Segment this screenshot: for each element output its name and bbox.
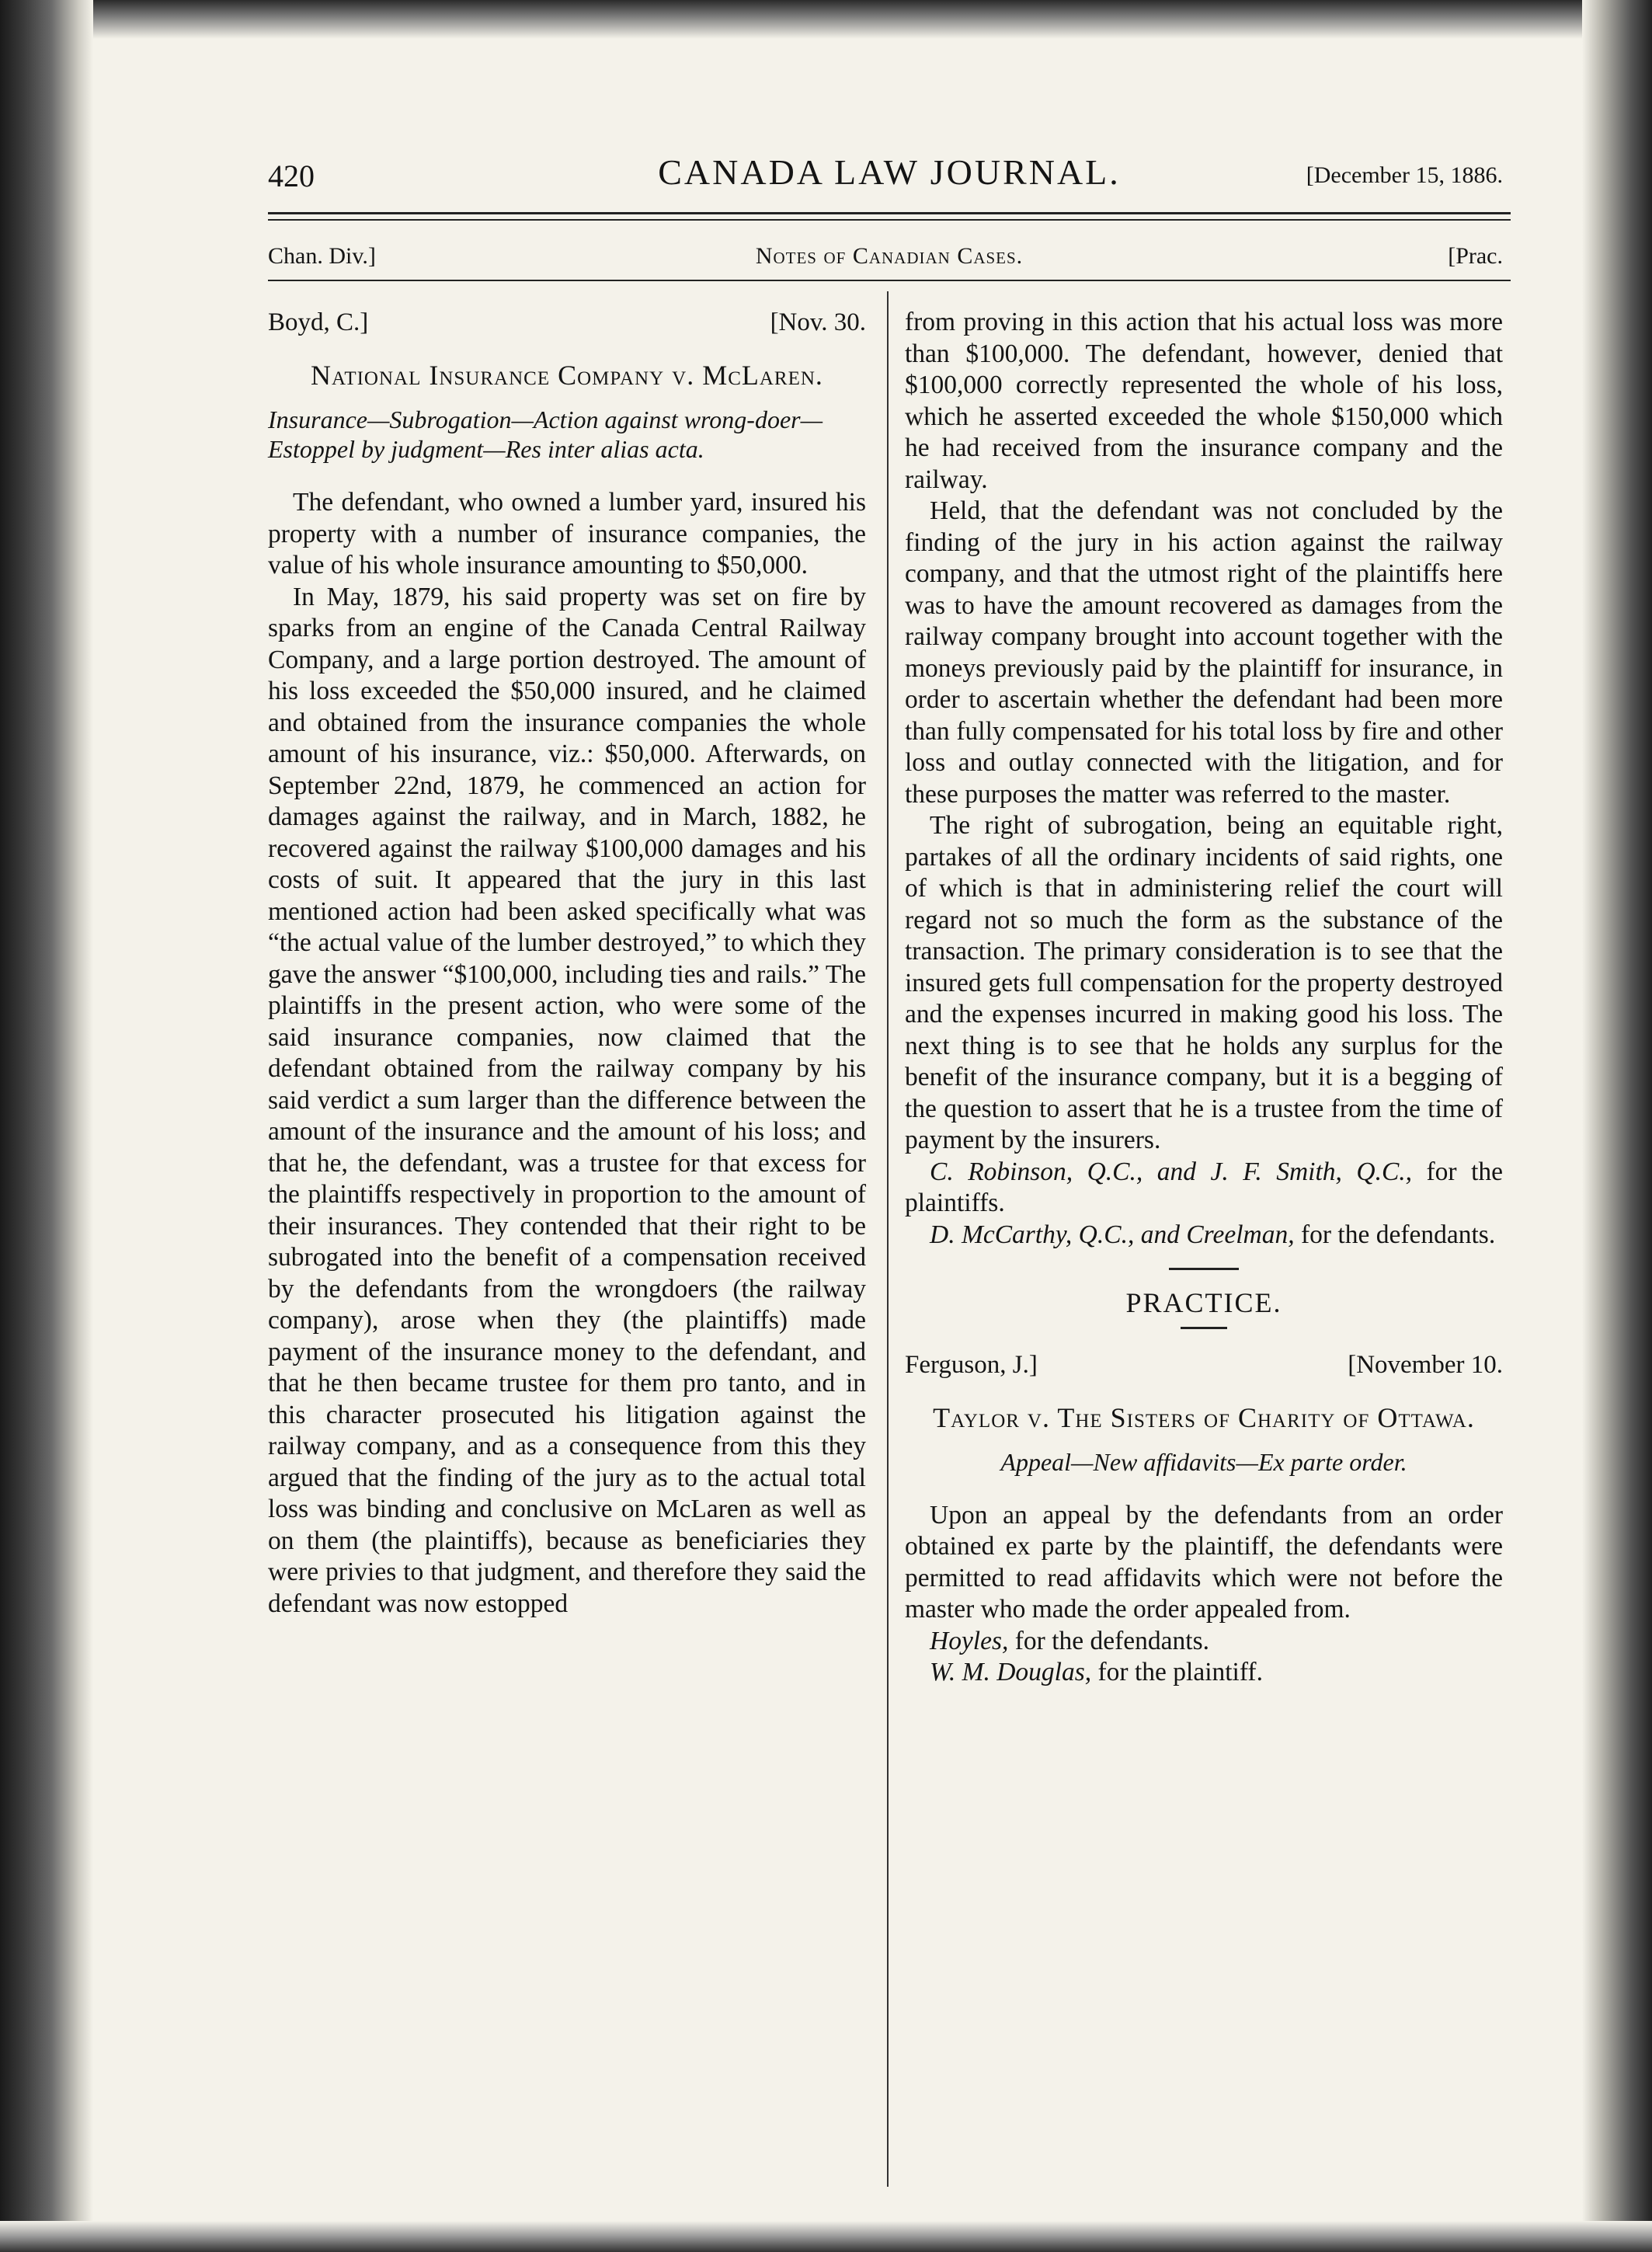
subheader-rule (268, 280, 1511, 281)
subheader-right: [Prac. (1448, 243, 1503, 269)
section-separator (1169, 1268, 1239, 1270)
page-header (268, 151, 1511, 198)
scan-edge-top (0, 0, 1652, 39)
header-double-rule (268, 212, 1511, 221)
counsel-line (905, 1157, 1503, 1220)
column-divider (887, 291, 889, 2187)
case-headnote: Appeal—New affidavits—Ex parte order. (1000, 1447, 1407, 1476)
left-column (268, 307, 866, 1620)
case-paragraph: Held, that the defendant was not concluded by the finding of the jury in his action against the railway company, and that the utmost right of the plaintiffs here was to have the amount recovered as damages from the railway company brought into account together with the moneys previously paid by the plaintiff for insurance, in order to ascertain whether the defendant had been more than fully compensated for his total loss by fire and other loss and outlay connected with the litigation, and for these purposes the matter was referred to the master. (905, 496, 1503, 809)
journal-title: CANADA LAW JOURNAL. (658, 152, 1121, 192)
case-title: Taylor v. The Sisters of Charity of Ottawa. (933, 1401, 1475, 1433)
case-paragraph: The right of subrogation, being an equitable right, partakes of all the ordinary incidents of said rights, one of which is that in administering relief the court will regard not so much the form as the substance of the transaction. The primary consideration is to see that the insured gets full compensation for the property destroyed and the expenses incurred in making good his loss. The next thing is to see that he holds any surplus for the benefit of the insurance company, but it is a begging of the question to assert that he is a trustee from the time of payment by the insurers. (905, 811, 1503, 1154)
counsel-line (905, 1220, 1503, 1251)
case-date: [Nov. 30. (770, 308, 866, 336)
right-column (905, 307, 1503, 1689)
page-number: 420 (268, 158, 315, 193)
case-judge: Ferguson, J.] (905, 1350, 1038, 1379)
counsel-role: for the plaintiff. (1097, 1658, 1263, 1686)
counsel-line (905, 1626, 1503, 1658)
case-headnote: Insurance—Subrogation—Action against wrong-doer—Estoppel by judgment—Res inter alias acta. (268, 405, 823, 463)
case-paragraph: Upon an appeal by the defendants from an order obtained ex parte by the plaintiff, the defendants were permitted to read affidavits which were not before the master who made the order appealed from. (905, 1500, 1503, 1624)
counsel-line (905, 1657, 1503, 1689)
case-judge: Boyd, C.] (268, 308, 369, 336)
case-paragraph: The defendant, who owned a lumber yard, insured his property with a number of insurance companies, the value of his whole insurance amounting to $50,000. (268, 488, 866, 580)
scan-edge-right (1582, 0, 1652, 2252)
counsel-role: for the defendants. (1014, 1626, 1210, 1655)
counsel-role: for the plaintiffs. (905, 1157, 1503, 1217)
case-title: National Insurance Company v. McLaren. (311, 360, 823, 391)
case-paragraph: from proving in this action that his actual loss was more than $100,000. The defendant, however, denied that $100,000 correctly represented the whole of his loss, which he asserted exceeded the whole $150,000 which he had received from the insurance company and the railway. (905, 308, 1503, 494)
case-meta (905, 1349, 1503, 1384)
subheader-left: Chan. Div.] (268, 243, 376, 269)
issue-date: [December 15, 1886. (1306, 162, 1503, 188)
case-paragraph: In May, 1879, his said property was set on fire by sparks from an engine of the Canada Central Railway Company, and a large portion destroyed. The amount of his loss exceeded the $50,000 insured, and he claimed and obtained from the insurance companies the whole amount of his insurance, viz.: $50,000. Afterwards, on September 22nd, 1879, he commenced an action for damages against the railway, and in March, 1882, he recovered against the railway $100,000 damages and his costs of suit. It appeared that the jury in this last mentioned action had been asked specifically what was “the actual value of the lumber destroyed,” to which they gave the answer “$100,000, including ties and rails.” The plaintiffs in the present action, who were some of the said insurance companies, now claimed that the defendant obtained from the railway company by his said verdict a sum larger than the difference between the amount of the insurance and the amount of his loss; and that he, the defendant, was a trustee for that excess for the plaintiffs respectively in proportion to the amount of their insurances. They contended that their right to be subrogated into the benefit of a compensation received by the defendants from the wrongdoers (the railway company), arose when they (the plaintiffs) made payment of the insurance money to the defendant, and that he then became trustee for them pro tanto, and in this character prosecuted his litigation against the railway company, and as a consequence from this they argued that the finding of the jury as to the actual total loss was binding and conclusive on McLaren as well as on them (the plaintiffs), because as beneficiaries they were privies to that judgment, and therefore they said the defendant was now estopped (268, 582, 866, 1618)
section-subheader (268, 243, 1511, 274)
subheader-center: Notes of Canadian Cases. (755, 243, 1024, 269)
case-meta (268, 307, 866, 341)
case-date: [November 10. (1348, 1350, 1503, 1379)
scan-edge-left (0, 0, 93, 2252)
section-separator (1181, 1327, 1227, 1329)
counsel-names: C. Robinson, Q.C., and J. F. Smith, Q.C., (930, 1157, 1413, 1186)
counsel-role: for the defendants. (1300, 1220, 1496, 1249)
counsel-names: D. McCarthy, Q.C., and Creelman, (930, 1220, 1295, 1249)
scan-edge-bottom (0, 2221, 1652, 2252)
counsel-names: Hoyles, (930, 1626, 1009, 1655)
counsel-names: W. M. Douglas, (930, 1658, 1092, 1686)
section-title: PRACTICE. (1125, 1287, 1282, 1318)
journal-page (268, 151, 1511, 2218)
